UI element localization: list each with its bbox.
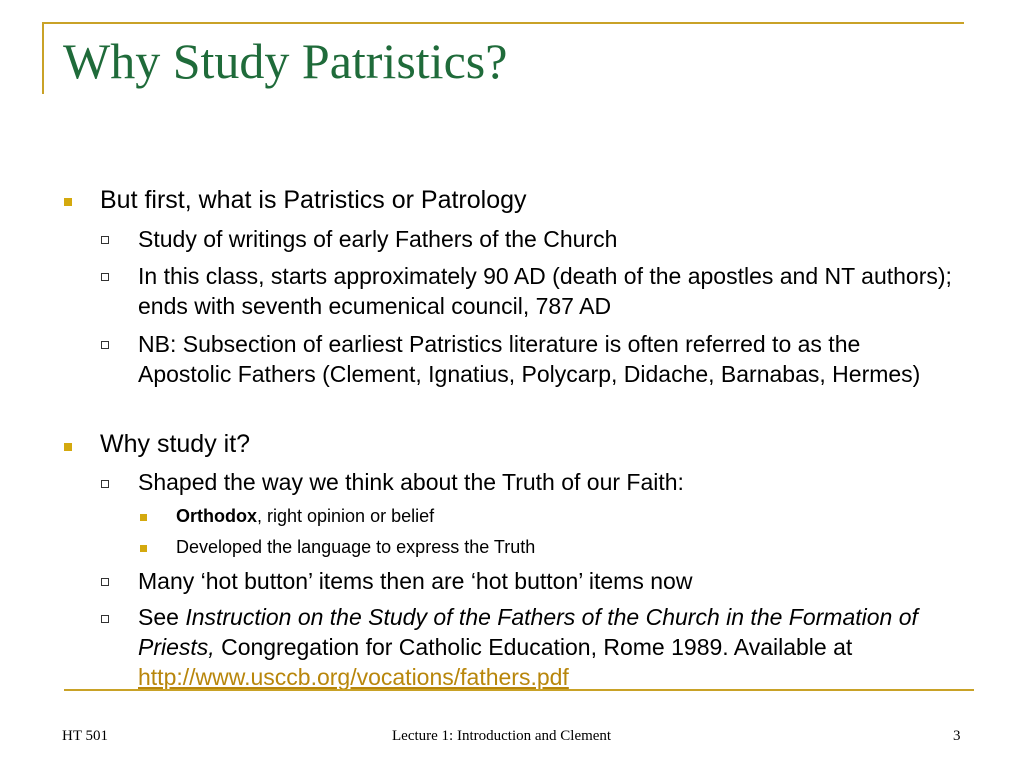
hollow-square-bullet-icon [101, 480, 109, 488]
square-bullet-icon [64, 198, 72, 206]
bullet-patristics-definition: But first, what is Patristics or Patrology [100, 186, 527, 214]
square-bullet-icon [140, 514, 147, 521]
bullet-class-timeframe: In this class, starts approximately 90 AD (death of the apostles and NT authors); ends with seventh ecumenical council, 787 AD [138, 263, 952, 319]
hollow-square-bullet-icon [101, 341, 109, 349]
bullet-see-instruction [138, 602, 958, 692]
see-prefix: See [138, 604, 186, 630]
bullet-developed-language: Developed the language to express the Truth [176, 537, 536, 557]
square-bullet-icon [140, 545, 147, 552]
hollow-square-bullet-icon [101, 578, 109, 586]
hollow-square-bullet-icon [101, 615, 109, 623]
bullet-shaped-the-way: Shaped the way we think about the Truth of our Faith: [138, 469, 684, 495]
footer-lecture: Lecture 1: Introduction and Clement [392, 728, 612, 744]
bullet-apostolic-fathers: NB: Subsection of earliest Patristics literature is often referred to as the Apostolic Fathers (Clement, Ignatius, Polycarp, Didache, Barnabas, Hermes) [138, 331, 921, 387]
square-bullet-icon [64, 443, 72, 451]
bullet-hot-button: Many ‘hot button’ items then are ‘hot button’ items now [138, 568, 693, 594]
bullet-why-study: Why study it? [100, 430, 251, 458]
footer-course: HT 501 [62, 728, 108, 744]
footer-page-number: 3 [953, 728, 961, 744]
orthodox-definition: , right opinion or belief [257, 506, 435, 526]
hollow-square-bullet-icon [101, 236, 109, 244]
fathers-pdf-link[interactable]: http://www.usccb.org/vocations/fathers.pdf [138, 664, 569, 690]
hollow-square-bullet-icon [101, 273, 109, 281]
slide-title: Why Study Patristics? [63, 33, 508, 89]
frame-bottom-rule [64, 689, 974, 691]
publisher-text: Congregation for Catholic Education, Rome 1989. Available at [214, 634, 853, 660]
document-title: Instruction on the Study of the Fathers of the Church in the Formation of Priests, [138, 604, 918, 660]
bullet-orthodox [176, 504, 956, 528]
orthodox-term: Orthodox [176, 506, 257, 526]
bullet-study-of-writings: Study of writings of early Fathers of the Church [138, 226, 618, 252]
